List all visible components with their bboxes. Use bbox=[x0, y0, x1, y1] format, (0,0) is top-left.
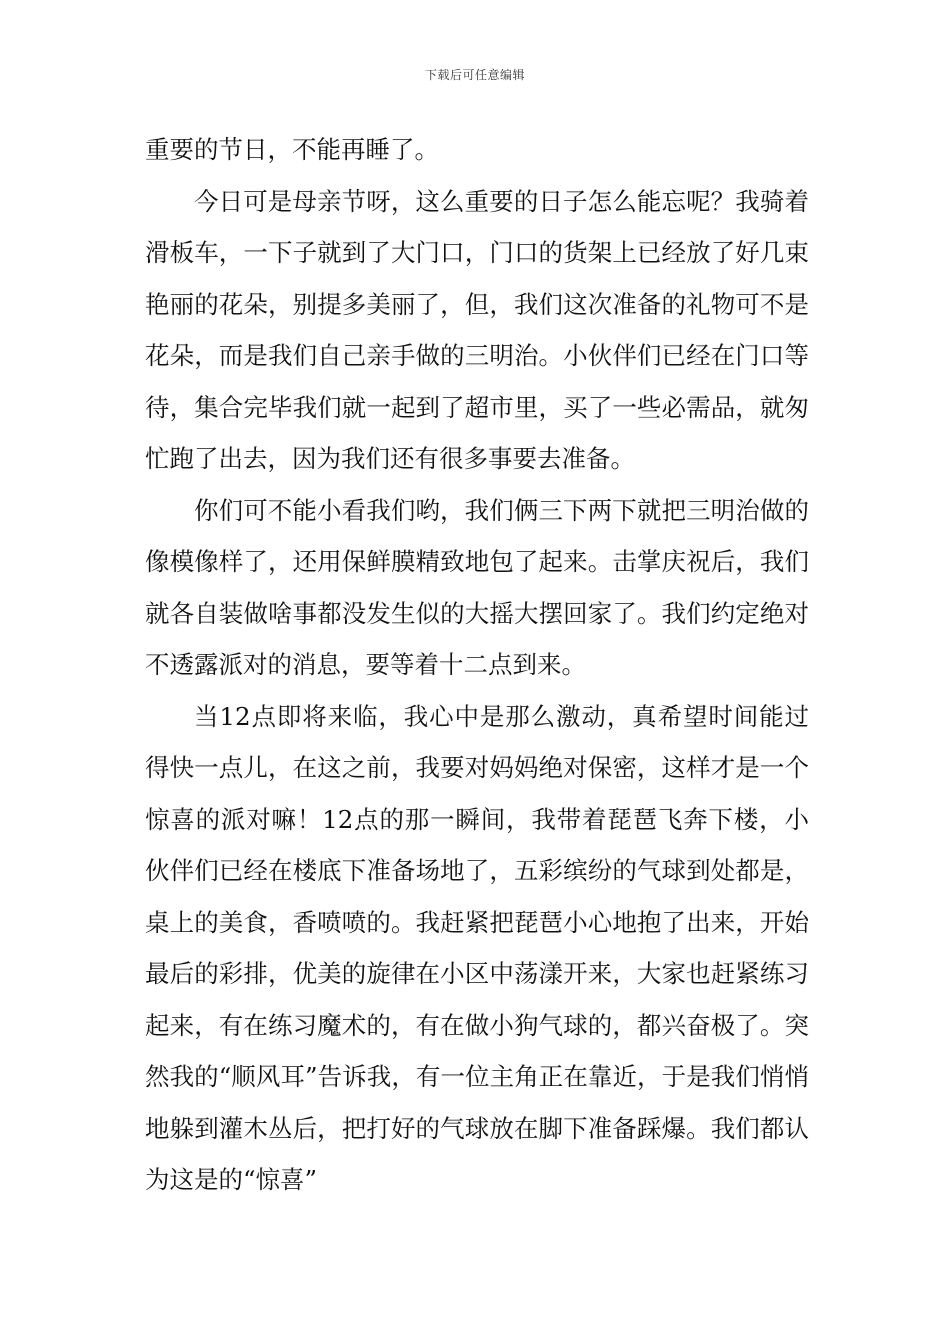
paragraph-3: 你们可不能小看我们哟，我们俩三下两下就把三明治做的像模像样了，还用保鲜膜精致地包了起来。击掌庆祝后，我们就各自装做啥事都没发生似的大摇大摆回家了。我们约定绝对不透露派对的消息，要等着十二点到来。 bbox=[145, 495, 809, 679]
paragraph-4: 当12点即将来临，我心中是那么激动，真希望时间能过得快一点儿，在这之前，我要对妈妈绝对保密，这样才是一个惊喜的派对嘛！12点的那一瞬间，我带着琵琶飞奔下楼，小伙伴们已经在楼底下准备场地了，五彩缤纷的气球到处都是，桌上的美食，香喷喷的。我赶紧把琵琶小心地抱了出来，开始最后的彩排，优美的旋律在小区中荡漾开来，大家也赶紧练习起来，有在练习魔术的，有在做小狗气球的，都兴奋极了。突然我的“顺风耳”告诉我，有一位主角正在靠近，于是我们悄悄地躲到灌木丛后，把打好的气球放在脚下准备踩爆。我们都认为这是的“惊喜” bbox=[145, 701, 809, 1194]
paragraph-1: 重要的节日，不能再睡了。 bbox=[145, 135, 439, 164]
page-header-note: 下载后可任意编辑 bbox=[424, 68, 525, 82]
paragraph-2: 今日可是母亲节呀，这么重要的日子怎么能忘呢？我骑着滑板车，一下子就到了大门口，门口的货架上已经放了好几束艳丽的花朵，别提多美丽了，但，我们这次准备的礼物可不是花朵，而是我们自己亲手做的三明治。小伙伴们已经在门口等待，集合完毕我们就一起到了超市里，买了一些必需品，就匆忙跑了出去，因为我们还有很多事要去准备。 bbox=[145, 186, 809, 473]
document-body bbox=[145, 124, 809, 1206]
